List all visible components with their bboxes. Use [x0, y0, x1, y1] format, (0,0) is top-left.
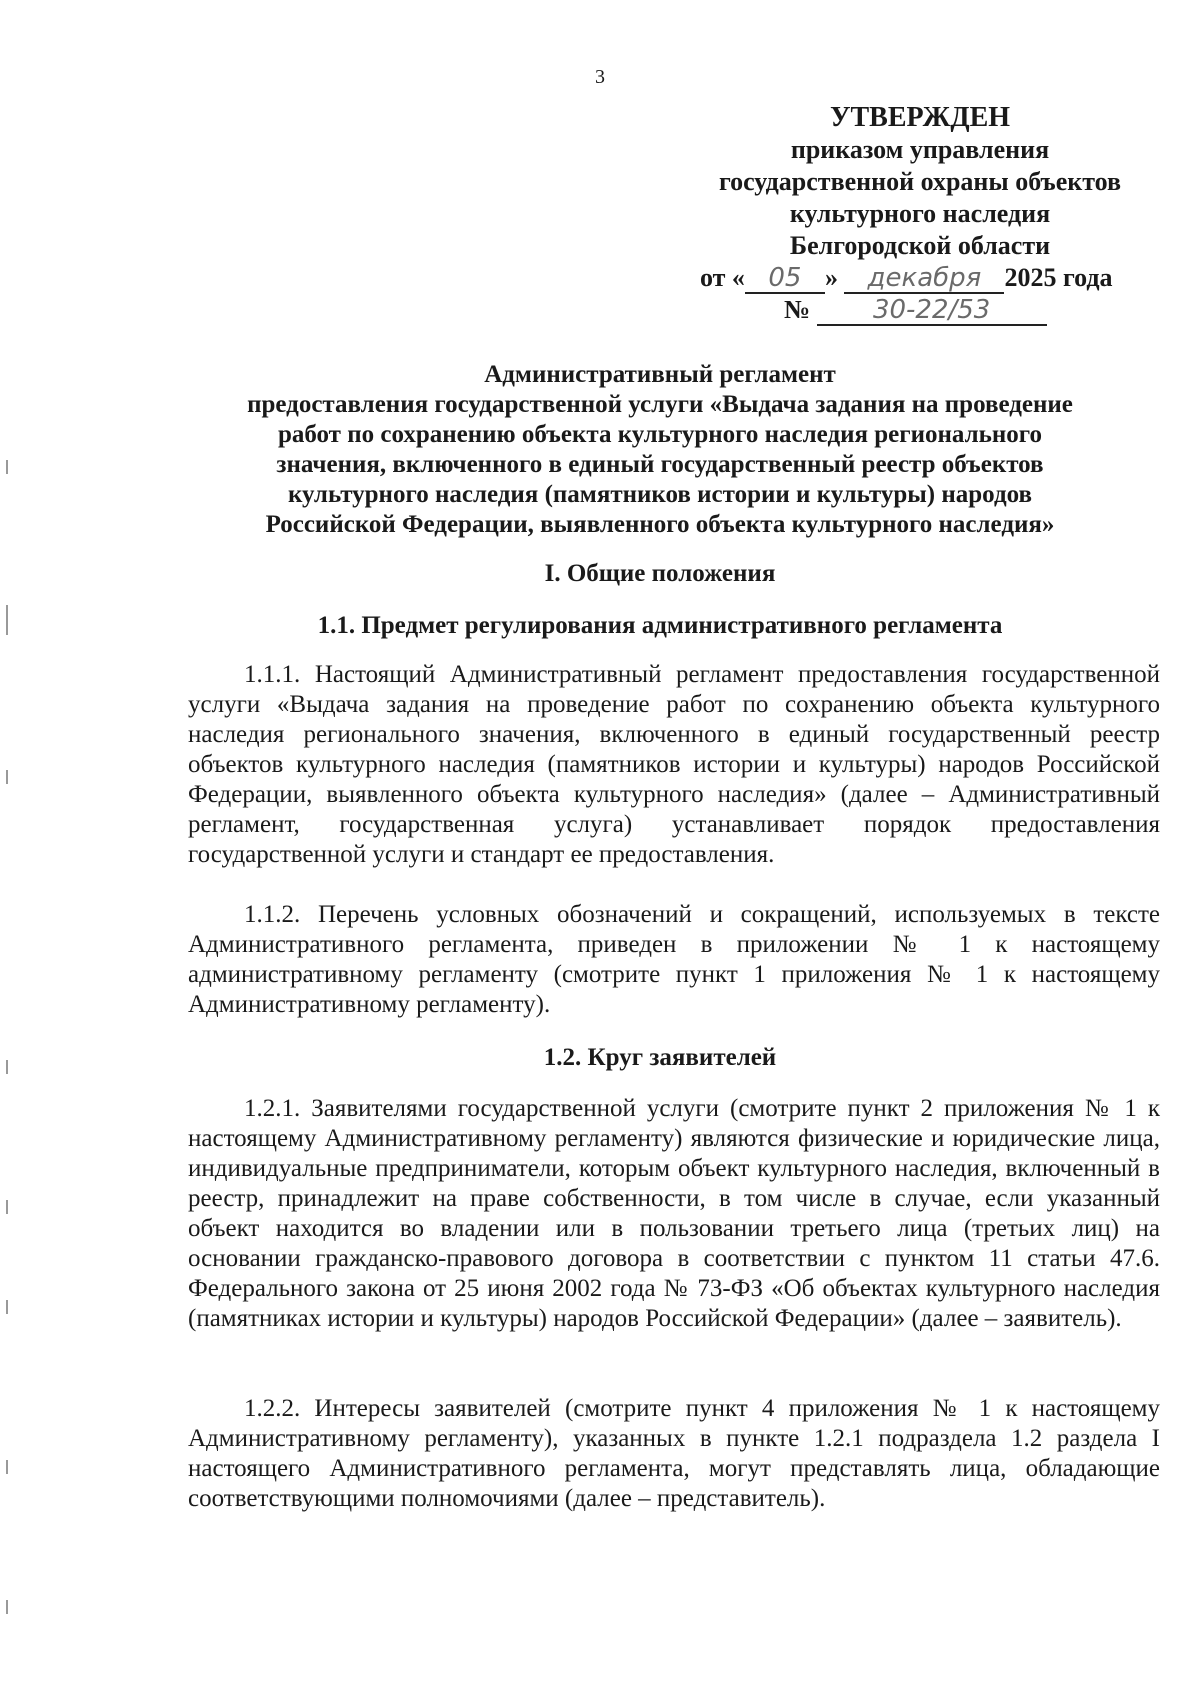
scan-margin-mark — [6, 1200, 8, 1214]
scan-margin-mark — [6, 770, 8, 784]
date-mid: » — [824, 263, 838, 292]
approval-block — [660, 102, 1180, 326]
date-suffix: 2025 года — [1004, 263, 1113, 292]
document-title — [180, 360, 1140, 540]
scan-margin-mark — [6, 1600, 8, 1614]
scan-margin-mark — [6, 605, 8, 635]
number-prefix: № — [784, 295, 811, 324]
approval-line: приказом управления — [790, 135, 1050, 164]
paragraph-1-1-2: 1.1.2. Перечень условных обозначений и сокращений, используемых в тексте Административного регламента, приведен в приложении № 1 к настоящему административному регламенту (смотрите пункт 1 приложения № 1 к настоящему Административному регламенту). — [188, 901, 1160, 1018]
approval-date — [660, 262, 1180, 294]
scan-margin-mark — [6, 460, 8, 474]
document-title-line: Административный регламент — [484, 361, 836, 388]
document-title-line: предоставления государственной услуги «Выдача задания на проведение — [247, 391, 1073, 418]
approval-line: государственной охраны объектов — [718, 167, 1122, 196]
section-heading: I. Общие положения — [544, 560, 776, 587]
page-number: 3 — [595, 66, 605, 88]
paragraph-1-2-1: 1.2.1. Заявителями государственной услуги (смотрите пункт 2 приложения № 1 к настоящему Административному регламенту) являются физические и юридические лица, индивидуальные предприниматели, которым объект культурного наследия, включенный в реестр, принадлежит на праве собственности, в том числе в случае, если указанный объект находится во владении или в пользовании третьего лица (третьих лиц) на основании гражданско-правового договора в соответствии с пунктом 11 статьи 47.6. Федерального закона от 25 июня 2002 года № 73-ФЗ «Об объектах культурного наследия (памятниках истории и культуры) народов Российской Федерации» (далее – заявитель). — [188, 1095, 1160, 1332]
scan-margin-mark — [6, 1460, 8, 1474]
subsection-heading: 1.1. Предмет регулирования административного регламента — [317, 612, 1003, 639]
date-prefix: от « — [700, 263, 745, 292]
subsection-heading: 1.2. Круг заявителей — [543, 1044, 777, 1071]
number-handwritten: 30-22/53 — [817, 296, 1047, 326]
document-title-line: работ по сохранению объекта культурного наследия регионального — [277, 421, 1043, 448]
paragraph-1-2-2: 1.2.2. Интересы заявителей (смотрите пункт 4 приложения № 1 к настоящему Административному регламенту), указанных в пункте 1.2.1 подраздела 1.2 раздела I настоящего Административного регламента, могут представлять лица, обладающие соответствующими полномочиями (далее – представитель). — [188, 1395, 1160, 1512]
date-month-handwritten: декабря — [844, 264, 1004, 294]
document-title-line: Российской Федерации, выявленного объекта культурного наследия» — [265, 511, 1055, 538]
document-title-line: значения, включенного в единый государственный реестр объектов — [276, 451, 1044, 478]
scan-margin-mark — [6, 1060, 8, 1074]
approval-number — [660, 294, 1180, 326]
approval-line: культурного наследия — [789, 199, 1051, 228]
date-day-handwritten: 05 — [745, 264, 825, 294]
approval-heading: УТВЕРЖДЕН — [829, 102, 1011, 133]
scan-margin-mark — [6, 1300, 8, 1314]
document-title-line: культурного наследия (памятников истории и культуры) народов — [287, 481, 1032, 508]
approval-line: Белгородской области — [789, 231, 1051, 260]
paragraph-1-1-1: 1.1.1. Настоящий Административный регламент предоставления государственной услуги «Выдача задания на проведение работ по сохранению объекта культурного наследия регионального значения, включенного в единый государственный реестр объектов культурного наследия (памятников истории и культуры) народов Российской Федерации, выявленного объекта культурного наследия» (далее – Административный регламент, государственная услуга) устанавливает порядок предоставления государственной услуги и стандарт ее предоставления. — [188, 661, 1160, 868]
